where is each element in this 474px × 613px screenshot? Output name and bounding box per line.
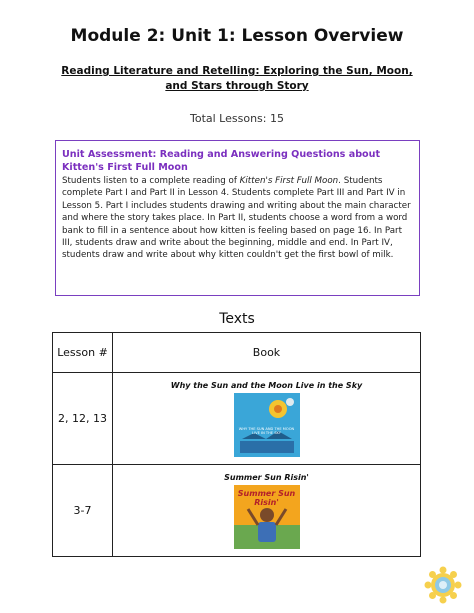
assessment-text-b: . Students complete Part I and Part II in Lesson 4. Students complete Part III and Part IV in Lesson 5. Part I includes students drawing and writing about the main character and where the story takes place. In Part II, students choose a word from a word bank to fill in a sentence about how kitten is feeling based on page 16. In Part III, students draw and write about the beginning, middle and end. In Part IV, students draw and write about why kitten couldn't get the first bowl of milk. <box>62 176 411 261</box>
book-cover-image <box>234 393 300 457</box>
lesson-column-header: Lesson # <box>53 333 113 373</box>
book-cell <box>113 465 421 557</box>
book-title: Why the Sun and the Moon Live in the Sky <box>170 380 363 390</box>
cover-title-text: WHY THE SUN AND THE MOON LIVE IN THE SKY <box>238 426 295 435</box>
lesson-numbers: 2, 12, 13 <box>53 373 113 465</box>
assessment-description <box>62 175 413 262</box>
table-row <box>53 373 421 465</box>
unit-subtitle: Reading Literature and Retelling: Exploring the Sun, Moon, and Stars through Story <box>61 65 413 92</box>
total-lessons: Total Lessons: 15 <box>190 112 284 125</box>
texts-table <box>52 332 421 557</box>
book-cell <box>113 373 421 465</box>
table-row <box>53 465 421 557</box>
page-title: Module 2: Unit 1: Lesson Overview <box>70 26 404 46</box>
assessment-text-a: Students listen to a complete reading of <box>62 176 240 186</box>
cover-title-text: Summer Sun Risin' <box>237 488 296 507</box>
book-title: Summer Sun Risin' <box>224 472 309 482</box>
book-cover-image <box>234 485 300 549</box>
assessment-title: Unit Assessment: Reading and Answering Questions about Kitten's First Full Moon <box>62 149 381 173</box>
lesson-numbers: 3-7 <box>53 465 113 557</box>
sun-logo-icon <box>424 566 462 604</box>
assessment-book-title: Kitten's First Full Moon <box>239 176 339 186</box>
unit-assessment-box <box>55 140 420 296</box>
cover-illustration <box>234 393 300 457</box>
table-header-row <box>53 333 421 373</box>
texts-heading: Texts <box>219 311 255 327</box>
book-column-header: Book <box>113 333 421 373</box>
